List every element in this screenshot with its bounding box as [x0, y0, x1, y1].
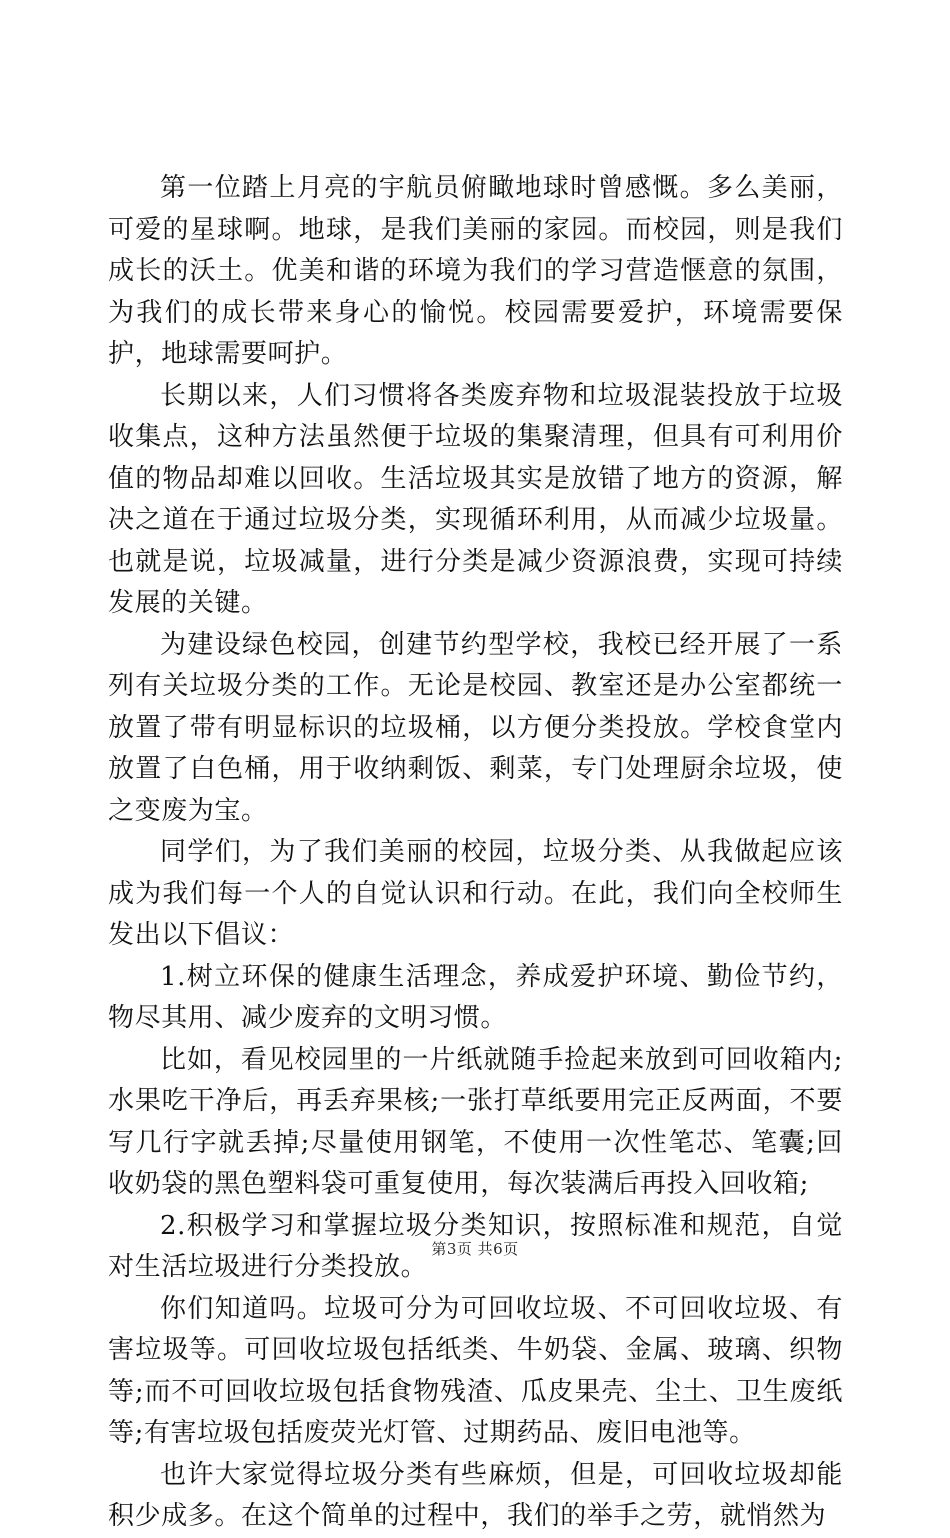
paragraph-proposal-1: 1.树立环保的健康生活理念，养成爱护环境、勤俭节约，物尽其用、减少废弃的文明习惯。 — [108, 961, 843, 1033]
page-footer: 第3页 共6页 — [431, 1240, 519, 1258]
paragraph-closing: 也许大家觉得垃圾分类有些麻烦，但是，可回收垃圾却能积少成多。在这个简单的过程中，我们的举手之劳，就悄然为 — [108, 1459, 843, 1531]
paragraph-proposal-2: 2.积极学习和掌握垃圾分类知识，按照标准和规范，自觉对生活垃圾进行分类投放。 — [108, 1210, 843, 1282]
paragraph-waste-types: 你们知道吗。垃圾可分为可回收垃圾、不可回收垃圾、有害垃圾等。可回收垃圾包括纸类、牛奶袋、金属、玻璃、织物等;而不可回收垃圾包括食物残渣、瓜皮果壳、尘土、卫生废纸等;有害垃圾包括废荧光灯管、过期药品、废旧电池等。 — [108, 1293, 843, 1448]
document-body — [108, 168, 843, 1538]
paragraph-waste-history: 长期以来，人们习惯将各类废弃物和垃圾混装投放于垃圾收集点，这种方法虽然便于垃圾的集聚清理，但具有可利用价值的物品却难以回收。生活垃圾其实是放错了地方的资源，解决之道在于通过垃圾分类，实现循环利用，从而减少垃圾量。也就是说，垃圾减量，进行分类是减少资源浪费，实现可持续发展的关键。 — [108, 380, 843, 618]
paragraph-green-campus: 为建设绿色校园，创建节约型学校，我校已经开展了一系列有关垃圾分类的工作。无论是校园、教室还是办公室都统一放置了带有明显标识的垃圾桶，以方便分类投放。学校食堂内放置了白色桶，用于收纳剩饭、剩菜，专门处理厨余垃圾，使之变废为宝。 — [108, 629, 843, 826]
paragraph-proposal-intro: 同学们，为了我们美丽的校园，垃圾分类、从我做起应该成为我们每一个人的自觉认识和行动。在此，我们向全校师生发出以下倡议： — [108, 837, 843, 950]
paragraph-examples: 比如，看见校园里的一片纸就随手捡起来放到可回收箱内;水果吃干净后，再丢弃果核;一张打草纸要用完正反两面，不要写几行字就丢掉;尽量使用钢笔，不使用一次性笔芯、笔囊;回收奶袋的黑色塑料袋可重复使用，每次装满后再投入回收箱; — [108, 1044, 843, 1199]
paragraph-earth: 第一位踏上月亮的宇航员俯瞰地球时曾感慨。多么美丽，可爱的星球啊。地球，是我们美丽的家园。而校园，则是我们成长的沃土。优美和谐的环境为我们的学习营造惬意的氛围，为我们的成长带来身心的愉悦。校园需要爱护，环境需要保护，地球需要呵护。 — [108, 173, 843, 369]
